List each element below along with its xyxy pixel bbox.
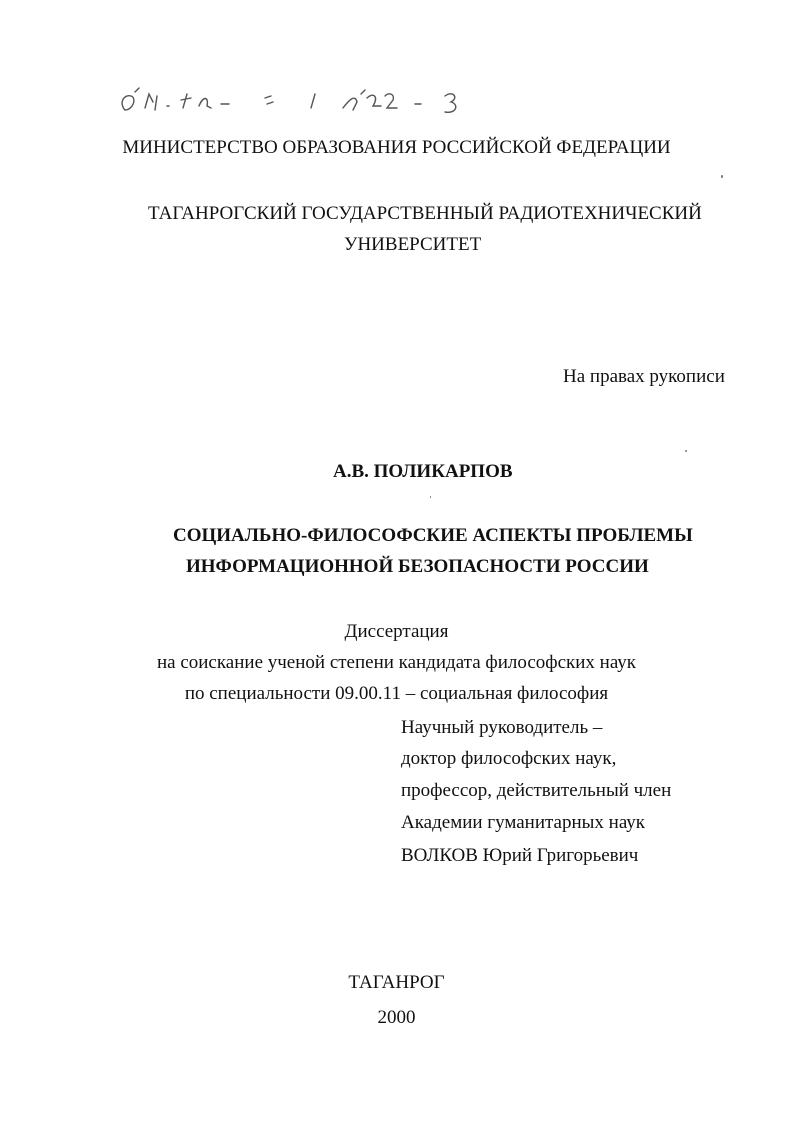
dissertation-title-line-2: ИНФОРМАЦИОННОЙ БЕЗОПАСНОСТИ РОССИИ <box>186 556 649 577</box>
scan-speck <box>430 496 431 498</box>
manuscript-rights-note: На правах рукописи <box>563 366 725 387</box>
ministry-heading: МИНИСТЕРСТВО ОБРАЗОВАНИЯ РОССИЙСКОЙ ФЕДЕРАЦИИ <box>122 137 671 158</box>
dissertation-title-line-1: СОЦИАЛЬНО-ФИЛОСОФСКИЕ АСПЕКТЫ ПРОБЛЕМЫ <box>173 525 693 546</box>
specialty-line: по специальности 09.00.11 – социальная философия <box>184 683 609 704</box>
scan-speck <box>721 175 723 178</box>
supervisor-title: профессор, действительный член <box>401 780 672 801</box>
city: ТАГАНРОГ <box>348 972 445 993</box>
supervisor-label: Научный руководитель – <box>401 717 603 738</box>
university-name-line-2: УНИВЕРСИТЕТ <box>344 234 482 255</box>
scan-speck <box>685 450 687 452</box>
dissertation-label: Диссертация <box>344 621 449 642</box>
supervisor-degree: доктор философских наук, <box>401 748 617 769</box>
supervisor-name: ВОЛКОВ Юрий Григорьевич <box>401 845 639 866</box>
degree-line: на соискание ученой степени кандидата философских наук <box>156 652 637 673</box>
university-name-line-1: ТАГАНРОГСКИЙ ГОСУДАРСТВЕННЫЙ РАДИОТЕХНИЧЕСКИЙ <box>148 203 702 224</box>
supervisor-academy: Академии гуманитарных наук <box>401 812 646 833</box>
year: 2000 <box>377 1007 416 1028</box>
author-name: А.В. ПОЛИКАРПОВ <box>333 461 513 482</box>
handwritten-archive-number <box>115 84 475 120</box>
